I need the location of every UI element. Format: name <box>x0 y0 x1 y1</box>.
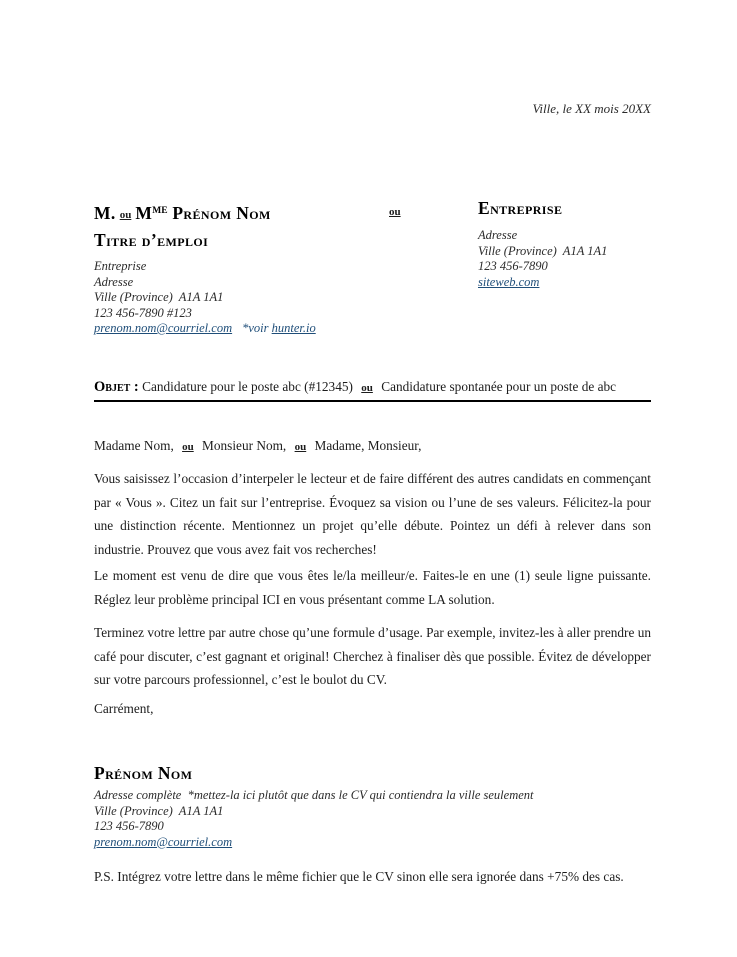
salutation-ou-2: ou <box>294 441 307 453</box>
recipient-email-link[interactable]: prenom.nom@courriel.com <box>94 321 233 335</box>
signature-phone: 123 456-7890 <box>94 819 164 833</box>
signature-city: Ville (Province) A1A 1A1 <box>94 803 224 818</box>
subject-ou: ou <box>361 382 373 394</box>
recipient-contact-lines <box>94 259 394 337</box>
company-phone: 123 456-7890 <box>478 259 548 273</box>
body-paragraph: Terminez votre lettre par autre chose qu’une formule d’usage. Par exemple, invitez-les à aller prendre un café pour discuter, c’est gagnant et original! Cherchez à finaliser dès que possible. Évitez de développer sur votre parcours professionnel, c’est le boulot du CV. <box>94 625 651 687</box>
recipient-city: Ville (Province) A1A 1A1 <box>94 290 224 304</box>
signature-block <box>94 761 694 850</box>
recipient-phone: 123 456-7890 #123 <box>94 305 192 320</box>
subject-option-2: Candidature spontanée pour un poste de abc <box>381 379 617 394</box>
recipient-honorific-mme-sup: ME <box>152 206 168 216</box>
salutation-ou-1: ou <box>182 441 194 453</box>
recipient-block <box>94 198 394 337</box>
recipient-email-line <box>94 321 394 337</box>
subject-line <box>94 379 651 402</box>
salutation-option-3: Madame, Monsieur, <box>314 438 422 453</box>
recipient-honorific-mme: $M^{ME}$ <box>135 203 168 223</box>
signature-email-link[interactable]: prenom.nom@courriel.com <box>94 834 233 849</box>
signature-contact-lines <box>94 788 694 850</box>
signature-name: Prénom Nom <box>94 763 193 783</box>
company-city: Ville (Province) A1A 1A1 <box>478 243 608 258</box>
recipient-ou: ou <box>119 209 132 221</box>
body-paragraph: Vous saisissez l’occasion d’interpeler le lecteur et de faire différent des autres candidats en commençant par « Vous ». Citez un fait sur l’entreprise. Évoquez sa vision ou l’une de ses valeurs. Félicitez-la pour une distinction récente. Mentionnez un projet qu’elle débute. Pointez un défi à relever dans son industrie. Prouvez que vous avez fait vos recherches! <box>94 471 651 557</box>
company-contact-lines <box>478 228 708 290</box>
body-paragraph: Le moment est venu de dire que vous êtes le/la meilleur/e. Faites-le en une (1) seule ligne puissante. Réglez leur problème principal ICI en vous présentant comme LA solution. <box>94 568 651 607</box>
subject-label: Objet : <box>94 379 139 395</box>
salutation-option-2: Monsieur Nom, <box>202 438 287 453</box>
hunter-link[interactable]: hunter.io <box>271 321 316 335</box>
postscript: P.S. Intégrez votre lettre dans le même fichier que le CV sinon elle sera ignorée dans +75% des cas. <box>94 869 624 884</box>
recipient-address: Adresse <box>94 274 134 289</box>
header-ou: ou <box>389 206 401 218</box>
hunter-note: *voir <box>242 321 269 335</box>
company-block <box>478 198 708 290</box>
company-website-link[interactable]: siteweb.com <box>478 274 540 289</box>
closing: Carrément, <box>94 701 154 716</box>
recipient-job-title: Titre d’emploi <box>94 230 209 250</box>
recipient-headline <box>94 198 394 228</box>
recipient-company: Entreprise <box>94 259 147 273</box>
salutation <box>94 438 421 454</box>
recipient-name: Prénom Nom <box>167 203 271 223</box>
company-name: Entreprise <box>478 198 563 218</box>
recipient-honorific-m: M. <box>94 203 116 223</box>
salutation-option-1: Madame Nom, <box>94 438 174 453</box>
company-address: Adresse <box>478 228 518 242</box>
date-line: Ville, le XX mois 20XX <box>532 101 651 116</box>
subject-option-1: Candidature pour le poste abc (#12345) <box>138 379 353 394</box>
signature-address-note: Adresse complète *mettez-la ici plutôt que dans le CV qui contiendra la ville seulement <box>94 788 534 802</box>
